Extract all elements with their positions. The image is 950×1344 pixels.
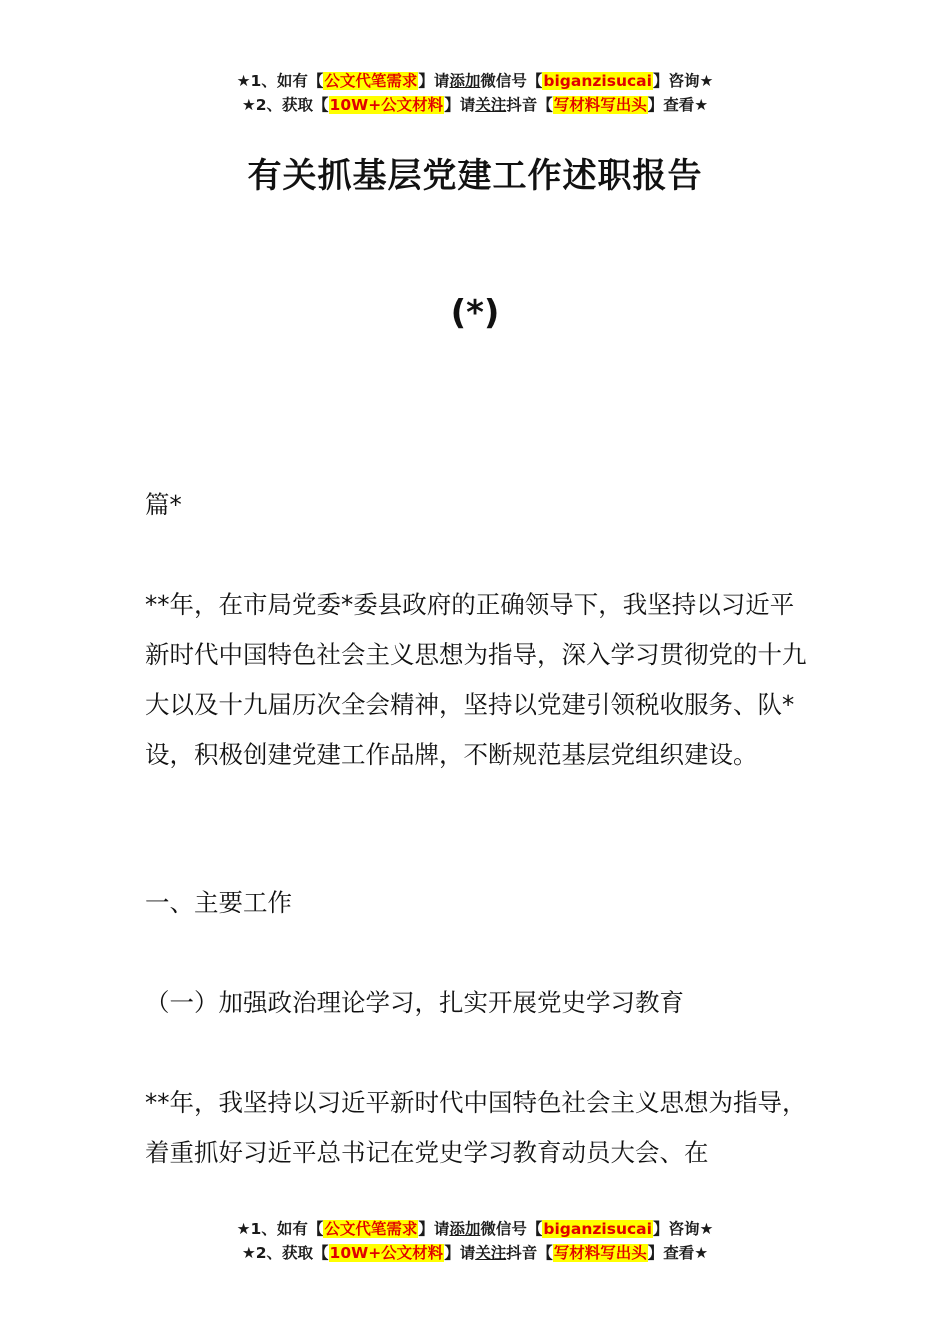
banner-highlight: 10W+公文材料 <box>329 1244 444 1262</box>
body-paragraph: **年，我坚持以习近平新时代中国特色社会主义思想为指导，着重抓好习近平总书记在党史学习教育动员大会、在 <box>145 1088 807 1167</box>
banner-highlight: 10W+公文材料 <box>329 96 444 114</box>
banner-line-1 <box>0 1217 950 1241</box>
banner-text: 】请 <box>418 1220 450 1238</box>
banner-text: ★1、如有【 <box>236 1220 324 1238</box>
bottom-banner <box>0 1217 950 1265</box>
banner-highlight: 公文代笔需求 <box>324 72 418 90</box>
banner-underlined-text: 添加 <box>449 72 481 90</box>
banner-line-2 <box>0 93 950 117</box>
heading-main-work: 一、主要工作 <box>145 888 292 917</box>
banner-text: 】请 <box>444 96 476 114</box>
banner-text: 微信号【 <box>480 72 543 90</box>
banner-text: 抖音【 <box>506 96 553 114</box>
top-banner <box>0 69 950 117</box>
banner-text: 】查看★ <box>647 96 709 114</box>
banner-text: 】咨询★ <box>652 72 714 90</box>
banner-line-1 <box>0 69 950 93</box>
banner-text: 】请 <box>444 1244 476 1262</box>
intro-paragraph: **年，在市局党委*委县政府的正确领导下，我坚持以习近平新时代中国特色社会主义思想为指导，深入学习贯彻党的十九大以及十九届历次全会精神，坚持以党建引领税收服务、队*设，积极创建党建工作品牌，不断规范基层党组织建设。 <box>145 590 807 769</box>
banner-underlined-text: 关注 <box>475 96 507 114</box>
banner-highlight: 公文代笔需求 <box>324 1220 418 1238</box>
banner-text: ★2、获取【 <box>241 96 329 114</box>
banner-text: 】咨询★ <box>652 1220 714 1238</box>
banner-text: 抖音【 <box>506 1244 553 1262</box>
banner-text: 】请 <box>418 72 450 90</box>
banner-underlined-text: 添加 <box>449 1220 481 1238</box>
banner-text: ★2、获取【 <box>241 1244 329 1262</box>
banner-wechat-id: biganzisucai <box>543 72 652 90</box>
banner-text: 微信号【 <box>480 1220 543 1238</box>
subheading-political-study: （一）加强政治理论学习，扎实开展党史学习教育 <box>145 988 684 1017</box>
banner-text: 】查看★ <box>647 1244 709 1262</box>
document-subtitle: (*) <box>450 293 500 333</box>
banner-douyin-id: 写材料写出头 <box>553 1244 647 1262</box>
banner-douyin-id: 写材料写出头 <box>553 96 647 114</box>
section-label: 篇* <box>145 490 182 519</box>
banner-underlined-text: 关注 <box>475 1244 507 1262</box>
banner-wechat-id: biganzisucai <box>543 1220 652 1238</box>
document-title: 有关抓基层党建工作述职报告 <box>247 156 703 196</box>
banner-text: ★1、如有【 <box>236 72 324 90</box>
banner-line-2 <box>0 1241 950 1265</box>
